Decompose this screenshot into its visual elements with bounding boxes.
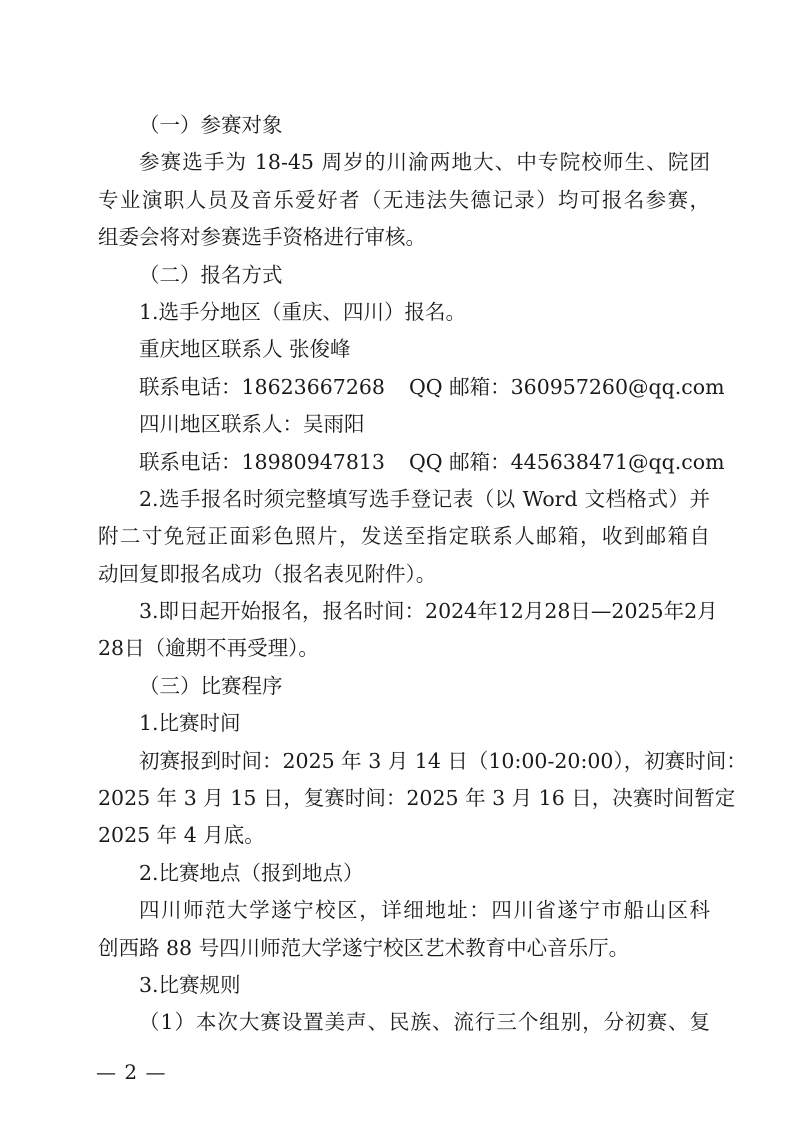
- section-heading-participants: （一）参赛对象: [139, 113, 283, 137]
- sichuan-contact-details: [98, 444, 725, 481]
- section-heading-registration: （二）报名方式: [139, 262, 283, 287]
- document-body: [98, 107, 747, 1042]
- subheading-competition-venue: 2.比赛地点（报到地点）: [139, 860, 364, 885]
- paragraph-line: 2.选手报名时须完整填写选手登记表（以 Word 文档格式）并: [139, 486, 710, 511]
- subheading-competition-rules: 3.比赛规则: [139, 972, 241, 997]
- chongqing-email: QQ 邮箱：360957260@qq.com: [408, 374, 725, 399]
- subheading-competition-time: 1.比赛时间: [139, 711, 241, 736]
- paragraph-line: 专业演职人员及音乐爱好者（无违法失德记录）均可报名参赛，: [98, 187, 710, 212]
- sichuan-email: QQ 邮箱：445638471@qq.com: [408, 449, 725, 474]
- section-heading-procedure: （三）比赛程序: [139, 673, 283, 698]
- paragraph-line: 附二寸免冠正面彩色照片，发送至指定联系人邮箱，收到邮箱自: [98, 524, 710, 549]
- chongqing-phone: 联系电话：18623667268: [139, 374, 385, 399]
- paragraph-line: 2025 年 3 月 15 日，复赛时间：2025 年 3 月 16 日，决赛时间暂定: [98, 786, 736, 811]
- paragraph-line: 四川师范大学遂宁校区，详细地址：四川省遂宁市船山区科: [139, 898, 710, 923]
- paragraph-line: 参赛选手为 18-45 周岁的川渝两地大、中专院校师生、院团: [139, 150, 710, 175]
- list-item: 1.选手分地区（重庆、四川）报名。: [139, 299, 467, 324]
- paragraph-line: 2025 年 4 月底。: [98, 823, 265, 848]
- sichuan-contact-person: 四川地区联系人：吴雨阳: [139, 412, 365, 437]
- sichuan-phone: 联系电话：18980947813: [139, 449, 385, 474]
- paragraph-line: 创西路 88 号四川师范大学遂宁校区艺术教育中心音乐厅。: [98, 935, 630, 960]
- paragraph-line: 组委会将对参赛选手资格进行审核。: [98, 225, 426, 250]
- paragraph-line: （1）本次大赛设置美声、民族、流行三个组别，分初赛、复: [139, 1010, 710, 1035]
- paragraph-line: 3.即日起开始报名，报名时间：2024年12月28日—2025年2月: [139, 599, 718, 624]
- page-number: — 2 —: [96, 1060, 167, 1084]
- chongqing-contact-person: 重庆地区联系人 张俊峰: [139, 337, 351, 362]
- paragraph-line: 动回复即报名成功（报名表见附件）。: [98, 561, 437, 586]
- paragraph-line: 初赛报到时间：2025 年 3 月 14 日（10:00-20:00），初赛时间：: [139, 748, 747, 773]
- chongqing-contact-details: [98, 369, 725, 406]
- paragraph-line: 28日（逾期不再受理）。: [98, 636, 319, 661]
